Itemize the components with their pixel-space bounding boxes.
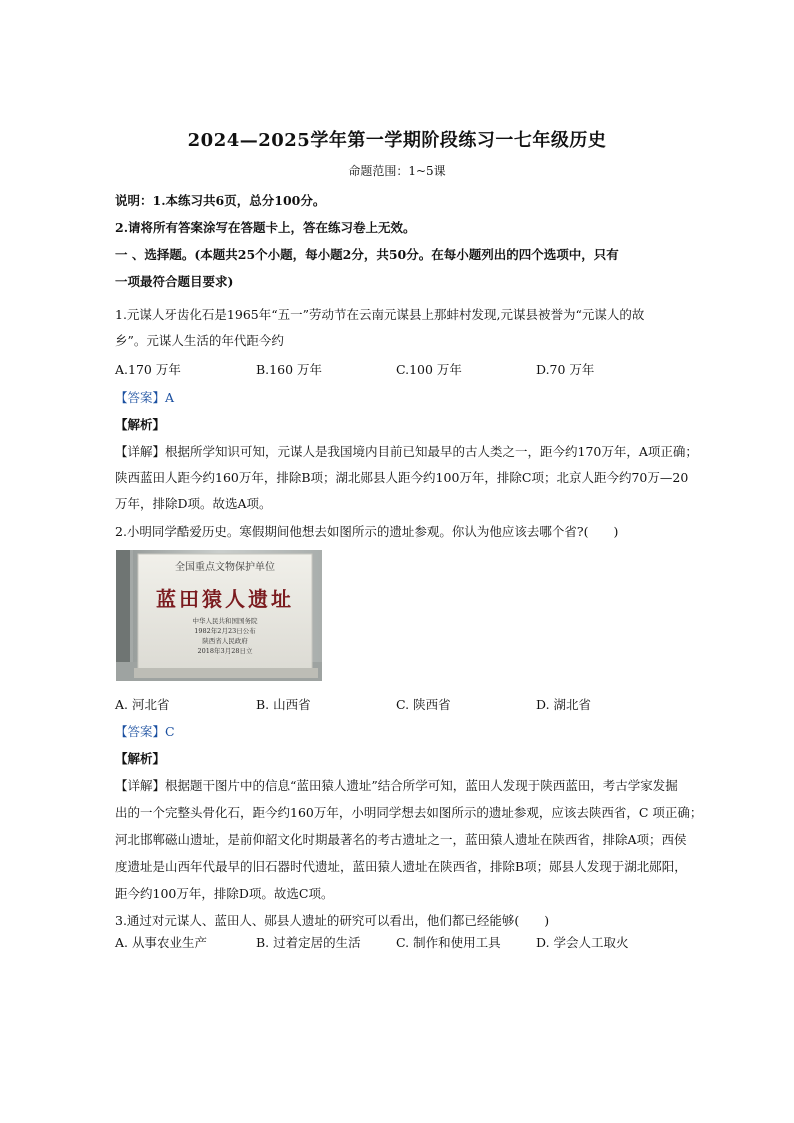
q2-detail-line-2: 出的一个完整头骨化石，距今约160万年，小明同学想去如图所示的遗址参观，应该去陕西省，C 项正确； <box>115 805 703 820</box>
q2-stem: 2.小明同学酷爱历史。寒假期间他想去如图所示的遗址参观。你认为他应该去哪个省?( ) <box>115 524 619 539</box>
q2-option-a: A. 河北省 <box>115 697 170 712</box>
monument-line-4: 2018年3月28日立 <box>197 647 253 655</box>
q1-analysis-label: 【解析】 <box>115 417 166 432</box>
q2-detail-line-4: 度遗址是山西年代最早的旧石器时代遗址，蓝田猿人遗址在陕西省，排除B项；郧县人发现于湖北郧阳， <box>115 859 687 874</box>
q2-detail-line-3: 河北邯郸磁山遗址，是前仰韶文化时期最著名的考古遗址之一，蓝田猿人遗址在陕西省，排除A项；西侯 <box>115 832 687 847</box>
monument-photo <box>116 550 322 681</box>
q1-detail-line-2: 陕西蓝田人距今约160万年，排除B项；湖北郧县人距今约100万年，排除C项；北京人距今约70万—20 <box>115 470 689 485</box>
q2-option-c: C. 陕西省 <box>396 697 451 712</box>
monument-line-3: 陕西省人民政府 <box>202 637 248 645</box>
instruction-line-1: 说明：1.本练习共6页，总分100分。 <box>115 193 326 208</box>
q3-option-d: D. 学会人工取火 <box>536 935 629 950</box>
page-title: 2024—2025学年第一学期阶段练习一七年级历史 <box>187 130 607 151</box>
q1-detail-line-3: 万年，排除D项。故选A项。 <box>115 496 272 511</box>
q1-detail-line-1: 【详解】根据所学知识可知，元谋人是我国境内目前已知最早的古人类之一，距今约170万年，A项正确； <box>115 444 698 459</box>
q1-answer: 【答案】A <box>115 390 175 405</box>
q2-option-d: D. 湖北省 <box>536 697 592 712</box>
q3-option-a: A. 从事农业生产 <box>115 935 207 950</box>
monument-name-text: 蓝田猿人遗址 <box>156 587 294 611</box>
monument-line-2: 1982年2月23日公布 <box>194 627 256 635</box>
q1-stem-line-2: 乡”。元谋人生活的年代距今约 <box>115 333 284 348</box>
q2-detail-line-5: 距今约100万年，排除D项。故选C项。 <box>115 886 334 901</box>
monument-line-1: 中华人民共和国国务院 <box>192 617 258 625</box>
q2-detail-line-1: 【详解】根据题干图片中的信息“蓝田猿人遗址”结合所学可知，蓝田人发现于陕西蓝田，考古学家发掘 <box>115 778 678 793</box>
section-heading-line-2: 一项最符合题目要求) <box>115 274 234 289</box>
section-heading-line-1: 一 、选择题。(本题共25个小题，每小题2分，共50分。在每小题列出的四个选项中，只有 <box>115 247 619 262</box>
q1-stem-line-1: 1.元谋人牙齿化石是1965年“五一”劳动节在云南元谋县上那蚌村发现,元谋县被誉为“元谋人的故 <box>115 307 645 322</box>
q1-option-d: D.70 万年 <box>536 362 595 377</box>
q2-analysis-label: 【解析】 <box>115 751 166 766</box>
q2-answer: 【答案】C <box>115 724 175 739</box>
q1-option-c: C.100 万年 <box>396 362 462 377</box>
q3-stem: 3.通过对元谋人、蓝田人、郧县人遗址的研究可以看出，他们都已经能够( ) <box>115 913 550 928</box>
q3-option-c: C. 制作和使用工具 <box>396 935 501 950</box>
q1-option-a: A.170 万年 <box>115 362 181 377</box>
instruction-line-2: 2.请将所有答案涂写在答题卡上，答在练习卷上无效。 <box>115 220 416 235</box>
page-subtitle: 命题范围：1~5课 <box>348 164 446 178</box>
monument-photo-graphic <box>116 550 322 681</box>
monument-header-text: 全国重点文物保护单位 <box>175 562 275 573</box>
q2-option-b: B. 山西省 <box>256 697 311 712</box>
q1-option-b: B.160 万年 <box>256 362 322 377</box>
q3-option-b: B. 过着定居的生活 <box>256 935 361 950</box>
